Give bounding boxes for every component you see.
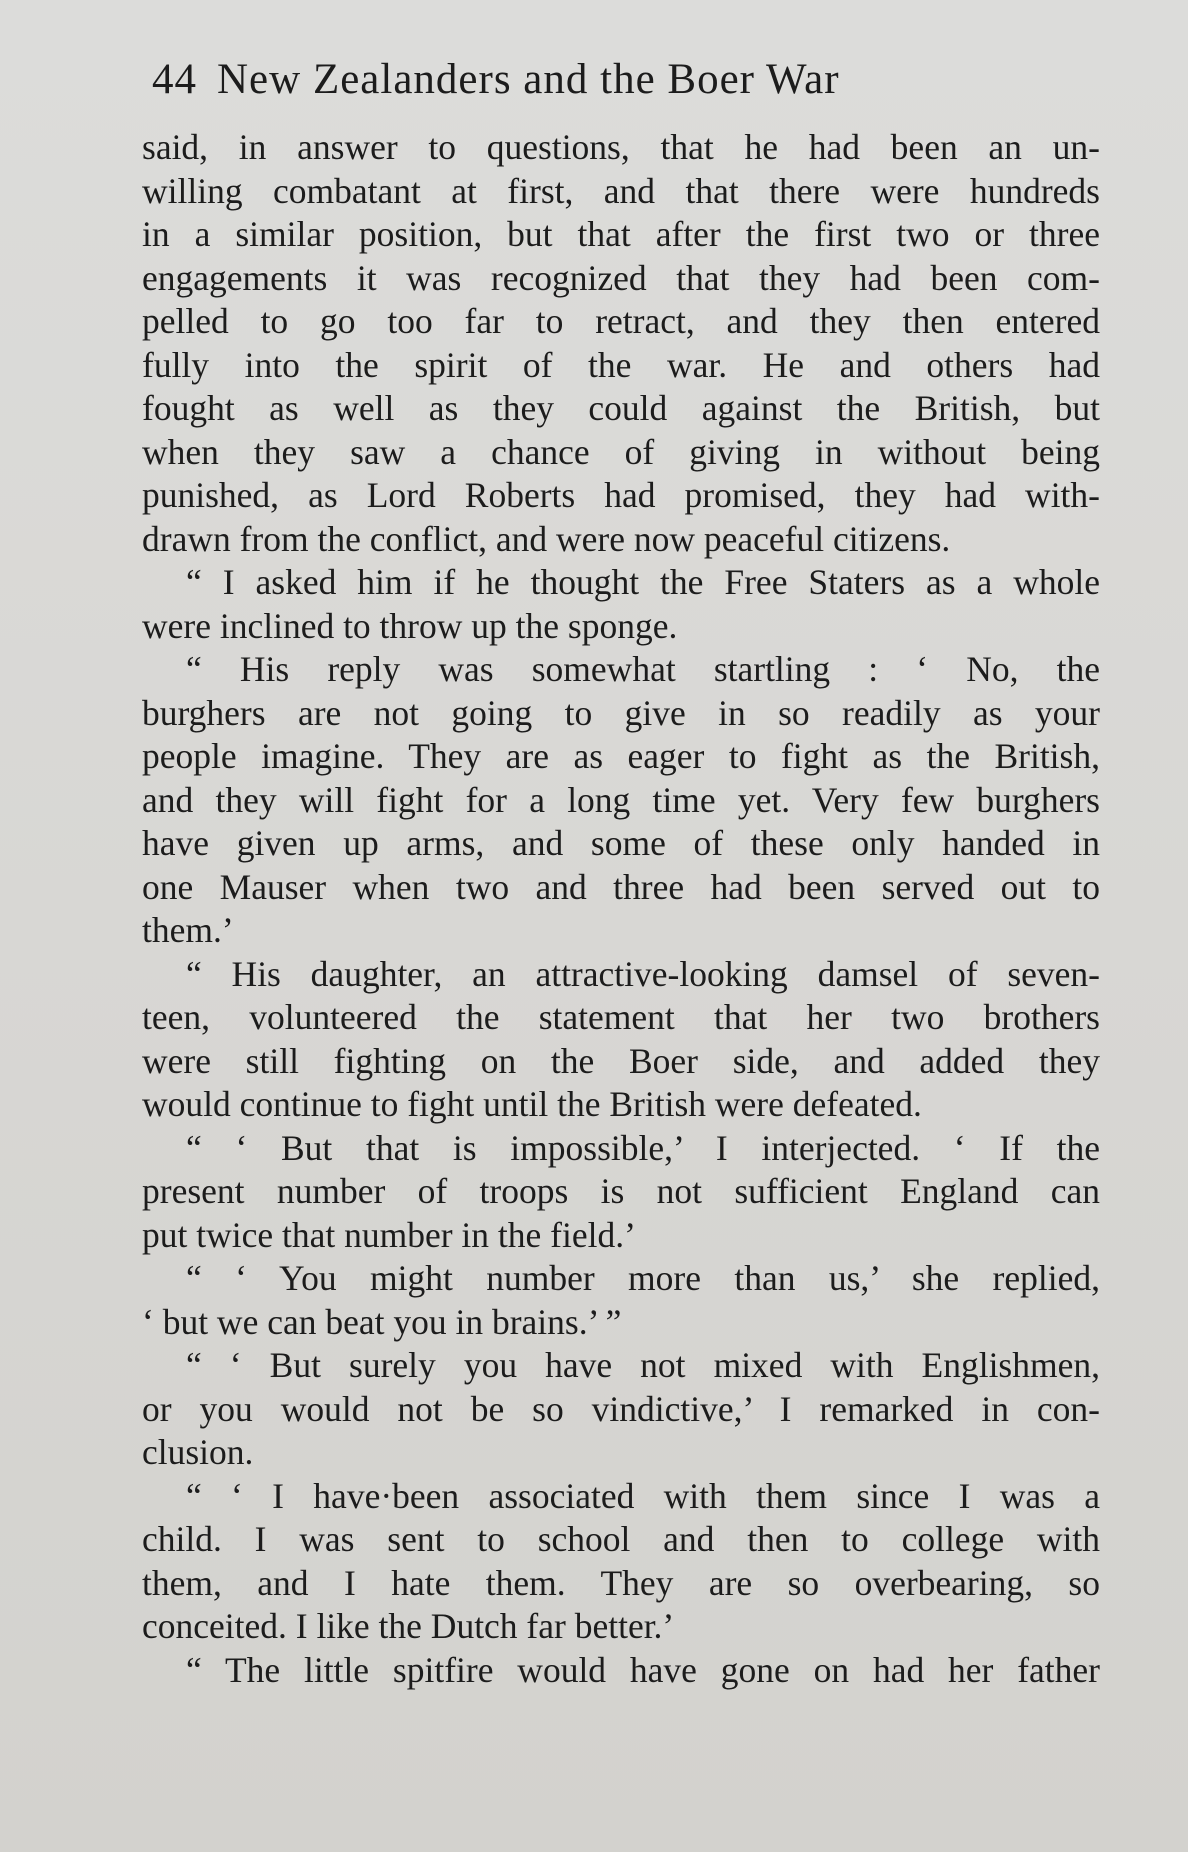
text-line: said, in answer to questions, that he had been an un- — [142, 127, 1100, 167]
text-line: when they saw a chance of giving in without being — [142, 431, 1100, 472]
text-line: in a similar position, but that after the first two or three — [142, 214, 1100, 254]
text-line: drawn from the conflict, and were now peaceful citizens. — [142, 518, 951, 559]
text-line: clusion. — [142, 1432, 254, 1472]
text-line: burghers are not going to give in so readily as your — [142, 692, 1100, 733]
running-head — [152, 50, 1032, 110]
text-line: one Mauser when two and three had been served out to — [142, 866, 1100, 907]
text-line: “ ‘ But surely you have not mixed with Englishmen, — [186, 1345, 1100, 1385]
text-line: fully into the spirit of the war. He and others had — [142, 344, 1100, 385]
text-line: fought as well as they could against the British, but — [142, 388, 1100, 428]
text-line: “ I asked him if he thought the Free Staters as a whole — [186, 562, 1100, 602]
body-text — [142, 126, 1100, 1692]
text-line: have given up arms, and some of these only handed in — [142, 823, 1100, 863]
text-line: people imagine. They are as eager to fight as the British, — [142, 736, 1100, 776]
text-line: them.’ — [142, 910, 234, 950]
text-line: put twice that number in the field.’ — [142, 1214, 636, 1255]
text-line: pelled to go too far to retract, and they then entered — [142, 301, 1100, 341]
text-line: “ His reply was somewhat startling : ‘ No, the — [186, 649, 1100, 689]
text-line: present number of troops is not sufficient England can — [142, 1171, 1100, 1211]
text-line: punished, as Lord Roberts had promised, they had with- — [142, 475, 1100, 515]
text-line: ‘ but we can beat you in brains.’ ” — [142, 1301, 622, 1342]
text-line: teen, volunteered the statement that her two brothers — [142, 997, 1100, 1037]
page-number: 44 — [152, 56, 197, 103]
text-line: were inclined to throw up the sponge. — [142, 605, 678, 646]
running-title: New Zealanders and the Boer War — [217, 56, 840, 103]
text-line: “ The little spitfire would have gone on had her father — [186, 1649, 1100, 1690]
text-line: engagements it was recognized that they had been com- — [142, 257, 1100, 298]
text-line: were still fighting on the Boer side, and added they — [142, 1040, 1100, 1081]
text-line: and they will fight for a long time yet. Very few burghers — [142, 779, 1100, 820]
text-line: willing combatant at first, and that there were hundreds — [142, 170, 1100, 211]
text-line: “ ‘ But that is impossible,’ I interjected. ‘ If the — [186, 1127, 1100, 1168]
text-line: “ ‘ I have·been associated with them since I was a — [186, 1475, 1100, 1516]
text-line: or you would not be so vindictive,’ I remarked in con- — [142, 1388, 1100, 1429]
text-line: child. I was sent to school and then to college with — [142, 1519, 1100, 1559]
text-line: them, and I hate them. They are so overbearing, so — [142, 1562, 1100, 1603]
text-line: would continue to fight until the British were defeated. — [142, 1084, 922, 1124]
text-line: “ ‘ You might number more than us,’ she replied, — [186, 1258, 1100, 1298]
text-line: conceited. I like the Dutch far better.’ — [142, 1606, 675, 1646]
text-line: “ His daughter, an attractive-looking damsel of seven- — [186, 953, 1100, 994]
